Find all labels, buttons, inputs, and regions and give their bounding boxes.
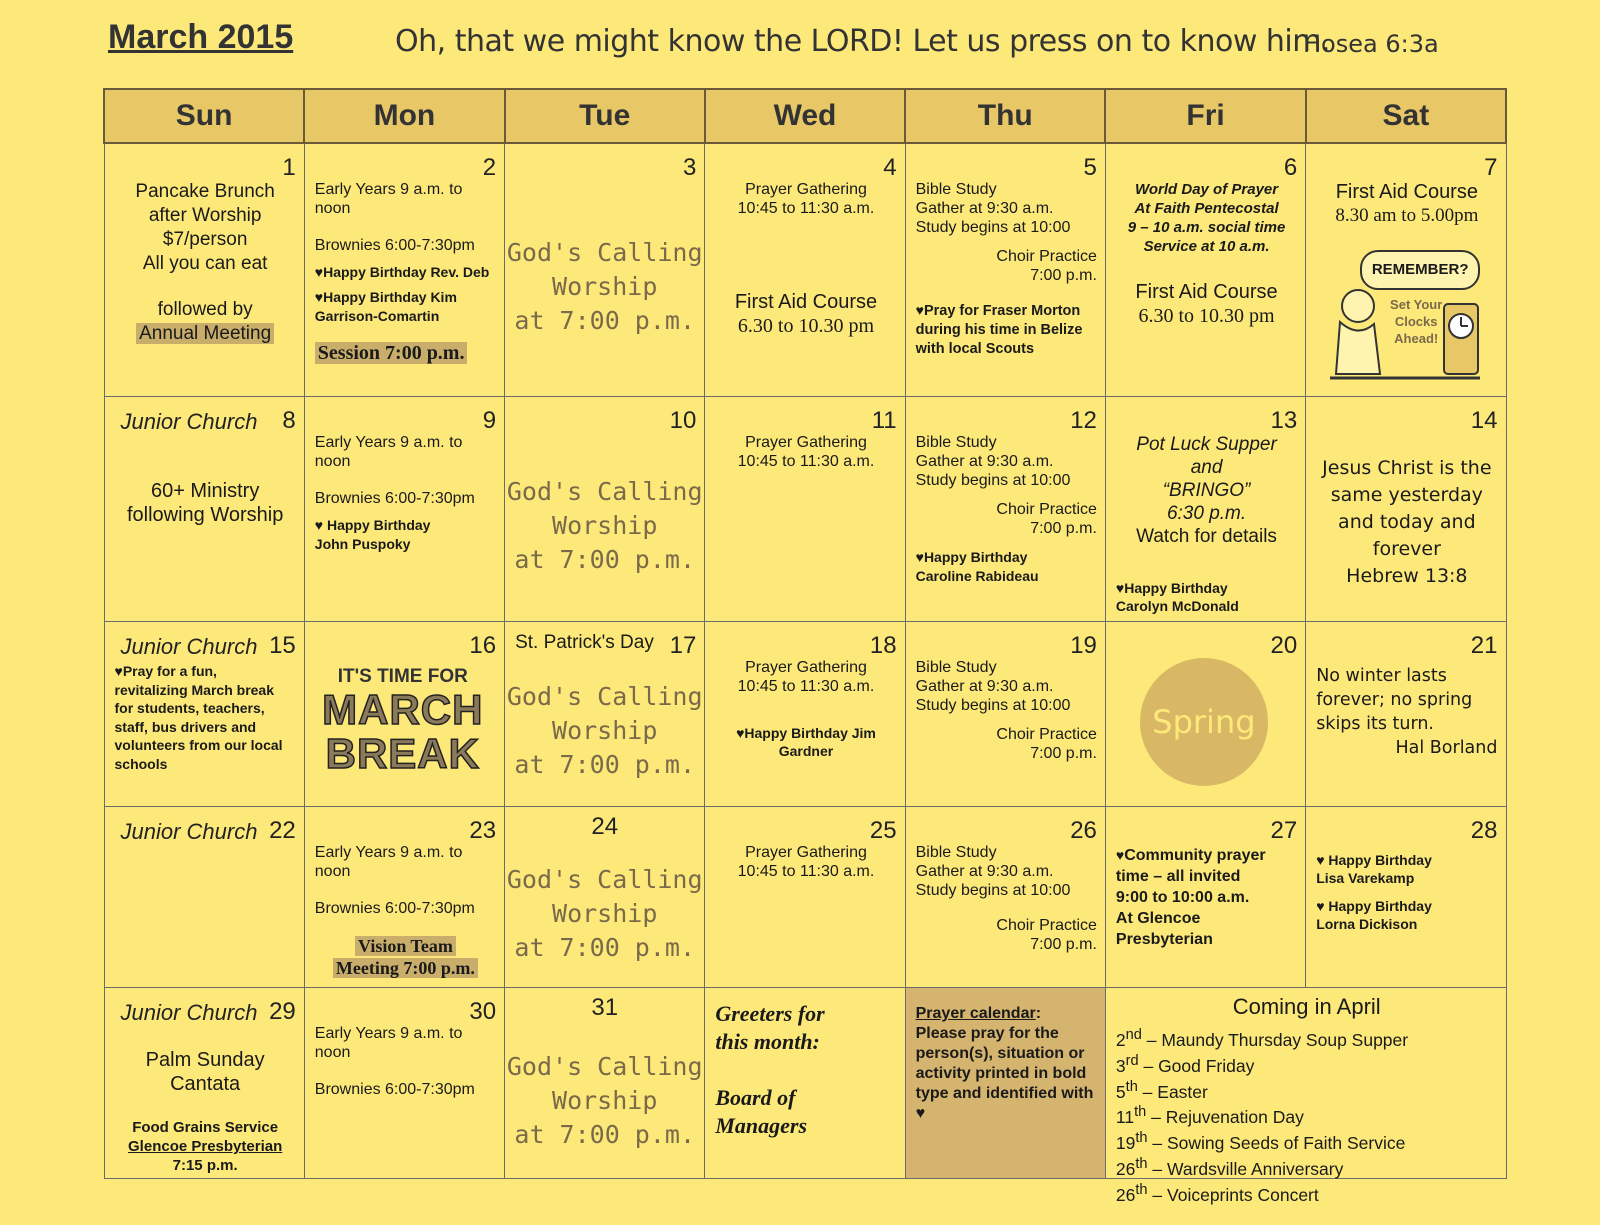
day-number: 20: [1270, 632, 1298, 659]
worship-text: at 7:00 p.m.: [514, 933, 696, 962]
worship-text: God's Calling: [506, 682, 703, 711]
heart-icon: ♥: [314, 517, 324, 533]
event-text: First Aid Course: [734, 291, 878, 313]
april-day: 2: [1115, 1029, 1126, 1050]
prayer-calendar-body: Please pray for the person(s), situation or activity printed in bold type and identified with ♥: [915, 1025, 1094, 1122]
event-text: 7:00 p.m.: [1030, 267, 1097, 284]
spring-text: Spring: [1152, 703, 1256, 741]
event-text: All you can eat: [142, 253, 268, 274]
scripture-text: same yesterday: [1330, 484, 1483, 506]
event-text: “BRINGO”: [1162, 480, 1251, 501]
event-text: 60+ Ministry: [150, 480, 260, 502]
event-text: 10:45 to 11:30 a.m.: [737, 453, 875, 470]
weekday-fri: Fri: [1105, 89, 1305, 143]
april-day-suffix: th: [1135, 1156, 1148, 1173]
scripture-text: Jesus Christ is the: [1322, 457, 1492, 479]
day-cell-27: [1105, 807, 1305, 988]
event-text: Study begins at 10:00: [915, 882, 1071, 899]
day-number: 3: [682, 154, 697, 181]
day-number: 2: [482, 154, 497, 181]
day-cell-26: [905, 807, 1105, 988]
day-cell-10: [505, 397, 705, 622]
event-text: Brownies 6:00-7:30pm: [314, 490, 475, 507]
day-number: 9: [482, 407, 497, 434]
event-text: World Day of Prayer: [1134, 181, 1279, 198]
worship-text: Worship: [552, 511, 658, 540]
day-number: 11: [871, 407, 897, 434]
event-text: Gather at 9:30 a.m.: [915, 200, 1054, 217]
event-text: and: [1190, 457, 1223, 478]
sign-text: Set Your: [1390, 297, 1443, 312]
sign-text: Clocks: [1394, 314, 1438, 329]
birthday-text: Lisa Varekamp: [1316, 870, 1415, 886]
quote-text: forever; no spring: [1316, 690, 1473, 710]
birthday-text: Happy Birthday Rev. Deb: [323, 264, 490, 280]
prayer-text: time – all invited: [1115, 868, 1241, 885]
april-day: 19: [1115, 1133, 1136, 1154]
day-number: 28: [1470, 817, 1498, 844]
event-text: Glencoe Presbyterian: [128, 1138, 283, 1155]
event-text: Early Years 9 a.m. to: [314, 181, 463, 198]
event-text: 7:00 p.m.: [1030, 520, 1097, 537]
event-text: 6.30 to 10.30 pm: [1138, 305, 1275, 327]
prayer-text: revitalizing March break: [114, 681, 275, 698]
day-cell-1: [104, 143, 304, 397]
event-text: after Worship: [148, 205, 262, 226]
event-text: Food Grains Service: [132, 1119, 279, 1136]
prayer-text: 9:00 to 10:00 a.m.: [1115, 889, 1250, 906]
worship-text: at 7:00 p.m.: [514, 306, 696, 335]
image-text: IT'S TIME FOR: [337, 666, 468, 687]
event-text: noon: [314, 200, 351, 217]
event-text: Study begins at 10:00: [915, 219, 1071, 236]
prayer-text: Pray for a fun,: [122, 663, 217, 679]
event-text: Prayer Gathering: [745, 659, 867, 676]
day-cell-20: [1105, 622, 1305, 807]
worship-text: at 7:00 p.m.: [514, 750, 696, 779]
day-cell-12: [905, 397, 1105, 622]
april-day: 26: [1115, 1158, 1136, 1179]
worship-text: God's Calling: [506, 865, 703, 894]
event-text: Brownies 6:00-7:30pm: [314, 237, 475, 254]
header-verse: Oh, that we might know the LORD! Let us press on to know him.: [395, 24, 1331, 59]
heart-icon: ♥: [1115, 847, 1125, 863]
day-cell-24: [505, 807, 705, 988]
day-cell-23: [304, 807, 504, 988]
event-text: Early Years 9 a.m. to: [314, 434, 463, 451]
april-day-suffix: th: [1135, 1181, 1148, 1198]
day-cell-11: [705, 397, 905, 622]
worship-text: God's Calling: [506, 1052, 703, 1081]
april-item: [1116, 1025, 1498, 1051]
event-text: Study begins at 10:00: [915, 697, 1071, 714]
day-cell-18: [705, 622, 905, 807]
prayer-calendar-box: [906, 988, 1105, 1178]
april-item: [1116, 1102, 1498, 1128]
day-number: 27: [1270, 817, 1298, 844]
worship-text: Worship: [552, 1086, 658, 1115]
day-cell-8: [104, 397, 304, 622]
day-number: 5: [1083, 154, 1097, 181]
april-event: – Rejuvenation Day: [1146, 1107, 1304, 1128]
day-cell-7: [1306, 143, 1506, 397]
march-break-image: [317, 666, 489, 788]
event-text: 6:30 p.m.: [1166, 503, 1247, 524]
coming-in-april: [1116, 996, 1498, 1206]
sign-text: Ahead!: [1394, 331, 1439, 346]
event-text: Choir Practice: [996, 501, 1097, 518]
event-text: Choir Practice: [996, 248, 1097, 265]
event-text: First Aid Course: [1135, 281, 1278, 303]
annual-meeting-label: Annual Meeting: [136, 323, 274, 344]
prayer-calendar-title: Prayer calendar: [915, 1005, 1036, 1022]
april-item: [1116, 1051, 1498, 1077]
event-text: Watch for details: [1136, 526, 1277, 547]
weekday-sun: Sun: [104, 89, 304, 143]
weekday-sat: Sat: [1306, 89, 1506, 143]
prayer-text: Presbyterian: [1115, 931, 1213, 948]
day-cell-5: [905, 143, 1105, 397]
event-text: Brownies 6:00-7:30pm: [314, 1081, 475, 1098]
event-text: 10:45 to 11:30 a.m.: [737, 200, 875, 217]
greeters-cell: [705, 988, 905, 1179]
day-cell-19: [905, 622, 1105, 807]
day-number: 17: [669, 632, 697, 659]
day-number: 13: [1270, 407, 1298, 434]
day-cell-9: [304, 397, 504, 622]
calendar-grid: [103, 88, 1507, 1205]
quote-text: skips its turn.: [1316, 714, 1434, 734]
day-number: 25: [869, 817, 897, 844]
day-number: 14: [1470, 407, 1498, 434]
event-text: Choir Practice: [996, 726, 1097, 743]
event-text: 9 – 10 a.m. social time: [1127, 219, 1286, 236]
scripture-text: forever: [1372, 538, 1441, 560]
april-day-suffix: th: [1135, 1130, 1148, 1147]
day-cell-4: [705, 143, 905, 397]
event-text: Bible Study: [915, 434, 997, 451]
day-number: 1: [282, 154, 296, 181]
quote-text: No winter lasts: [1316, 666, 1447, 686]
april-day: 3: [1115, 1055, 1126, 1076]
birthday-text: Happy Birthday: [923, 549, 1028, 565]
heart-icon: ♥: [1115, 580, 1125, 596]
event-text: 6.30 to 10.30 pm: [737, 315, 875, 337]
event-text: noon: [314, 453, 351, 470]
coming-in-april-cell: [1105, 988, 1506, 1205]
greeters-text: Greeters for: [715, 1001, 825, 1026]
birthday-text: Caroline Rabideau: [915, 568, 1039, 584]
event-text: $7/person: [162, 229, 248, 250]
event-text: Palm Sunday: [145, 1049, 265, 1071]
birthday-text: Happy Birthday Jim: [744, 725, 876, 741]
prayer-text: staff, bus drivers and: [114, 718, 257, 735]
weekday-tue: Tue: [505, 89, 705, 143]
event-text: Prayer Gathering: [745, 181, 867, 198]
event-text: 7:15 p.m.: [172, 1157, 238, 1174]
worship-text: God's Calling: [506, 477, 703, 506]
event-text: Bible Study: [915, 181, 997, 198]
day-cell-31: [505, 988, 705, 1179]
event-text: First Aid Course: [1335, 181, 1478, 203]
worship-text: at 7:00 p.m.: [514, 545, 696, 574]
greeters-text: Board of: [715, 1085, 796, 1110]
junior-church-label: Junior Church: [120, 634, 258, 659]
event-text: Pancake Brunch: [135, 181, 275, 202]
session-label: Session 7:00 p.m.: [315, 342, 468, 364]
image-text: BREAK: [325, 730, 480, 777]
heart-icon: ♥: [314, 289, 324, 305]
day-number: 4: [883, 154, 897, 181]
event-text: Bible Study: [915, 659, 997, 676]
birthday-text: Lorna Dickison: [1316, 916, 1418, 932]
event-text: Bible Study: [915, 844, 997, 861]
worship-text: Worship: [552, 899, 658, 928]
greeters-text: this month:: [715, 1029, 820, 1054]
april-event: – Sowing Seeds of Faith Service: [1147, 1133, 1406, 1154]
worship-text: Worship: [552, 716, 658, 745]
event-text: Brownies 6:00-7:30pm: [314, 900, 475, 917]
month-title: March 2015: [108, 18, 294, 56]
verse-reference: Hosea 6:3a: [1303, 30, 1439, 58]
event-text: following Worship: [126, 504, 284, 526]
day-cell-14: [1306, 397, 1506, 622]
remember-bubble: REMEMBER?: [1360, 250, 1480, 290]
junior-church-label: Junior Church: [120, 409, 258, 434]
prayer-text: for students, teachers,: [114, 700, 265, 716]
day-number: 7: [1484, 154, 1498, 181]
worship-text: Worship: [552, 272, 658, 301]
weekday-header-row: [104, 89, 1506, 143]
birthday-text: Gardner: [778, 743, 834, 759]
prayer-text: volunteers from our local: [114, 737, 283, 753]
birthday-text: Happy Birthday: [326, 517, 431, 533]
april-event: – Good Friday: [1138, 1055, 1255, 1076]
event-text: noon: [314, 1044, 351, 1061]
day-number: 31: [591, 994, 619, 1021]
event-text: Gather at 9:30 a.m.: [915, 678, 1054, 695]
weekday-wed: Wed: [705, 89, 905, 143]
heart-icon: ♥: [915, 302, 924, 318]
worship-text: at 7:00 p.m.: [514, 1120, 696, 1149]
spring-badge: [1140, 658, 1268, 786]
event-text: Early Years 9 a.m. to: [314, 844, 463, 861]
image-text: MARCH: [322, 686, 484, 733]
day-number: 29: [269, 998, 296, 1025]
day-cell-3: [505, 143, 705, 397]
april-event: – Easter: [1137, 1081, 1208, 1102]
weekday-thu: Thu: [905, 89, 1105, 143]
day-number: 23: [469, 817, 497, 844]
event-text: Prayer Gathering: [745, 434, 867, 451]
event-text: 8.30 am to 5.00pm: [1335, 205, 1479, 226]
scripture-text: Hebrew 13:8: [1346, 565, 1468, 587]
event-text: 7:00 p.m.: [1030, 936, 1097, 953]
event-text: Gather at 9:30 a.m.: [915, 863, 1054, 880]
prayer-text: Pray for Fraser Morton: [923, 303, 1081, 319]
event-text: noon: [314, 863, 351, 880]
april-item: [1116, 1154, 1498, 1180]
april-day-suffix: nd: [1125, 1027, 1142, 1043]
prayer-text: Community prayer: [1124, 847, 1266, 864]
event-text: At Faith Pentecostal: [1134, 200, 1279, 217]
birthday-text: Carolyn McDonald: [1115, 598, 1239, 614]
day-cell-15: [104, 622, 304, 807]
april-day: 11: [1115, 1107, 1135, 1128]
day-cell-29: [104, 988, 304, 1179]
junior-church-label: Junior Church: [120, 819, 258, 844]
april-event: – Maundy Thursday Soup Supper: [1141, 1029, 1409, 1050]
day-number: 26: [1070, 817, 1097, 844]
worship-text: God's Calling: [506, 238, 703, 267]
day-number: 10: [669, 407, 697, 434]
day-cell-25: [705, 807, 905, 988]
heart-icon: ♥: [736, 725, 745, 741]
april-day: 5: [1115, 1081, 1126, 1102]
event-text: 10:45 to 11:30 a.m.: [737, 678, 875, 695]
day-cell-13: [1105, 397, 1305, 622]
day-number: 21: [1470, 632, 1498, 659]
day-number: 6: [1283, 154, 1298, 181]
event-text: Prayer Gathering: [745, 844, 867, 861]
day-number: 18: [869, 632, 897, 659]
day-number: 30: [469, 998, 497, 1025]
prayer-text: during his time in Belize: [915, 322, 1083, 338]
event-text: Study begins at 10:00: [915, 472, 1071, 489]
greeters-text: Managers: [715, 1113, 808, 1138]
april-day-suffix: th: [1125, 1078, 1138, 1095]
event-text: Gather at 9:30 a.m.: [915, 453, 1054, 470]
april-day: 26: [1115, 1184, 1136, 1205]
day-number: 24: [591, 813, 619, 840]
day-cell-30: [304, 988, 504, 1179]
event-text: 7:00 p.m.: [1030, 745, 1097, 762]
heart-icon: ♥: [114, 663, 123, 679]
event-text: Choir Practice: [996, 917, 1097, 934]
april-event: – Voiceprints Concert: [1147, 1184, 1319, 1205]
day-cell-6: [1105, 143, 1305, 397]
heart-icon: ♥: [1316, 898, 1325, 914]
birthday-text: Garrison-Comartin: [314, 308, 440, 324]
holiday-label: St. Patrick's Day: [515, 632, 654, 653]
event-text: Service at 10 a.m.: [1143, 238, 1270, 255]
day-number: 15: [269, 632, 296, 659]
prayer-text: with local Scouts: [915, 341, 1035, 357]
event-text: Early Years 9 a.m. to: [314, 1025, 463, 1042]
april-item: [1116, 1077, 1498, 1103]
day-cell-2: [304, 143, 504, 397]
birthday-text: John Puspoky: [314, 536, 411, 552]
april-item: [1116, 1180, 1498, 1206]
weekday-mon: Mon: [304, 89, 504, 143]
birthday-text: Happy Birthday Kim: [323, 289, 457, 305]
day-number: 12: [1070, 407, 1097, 434]
prayer-text: At Glencoe: [1115, 910, 1201, 927]
prayer-calendar-cell: [905, 988, 1105, 1179]
vision-team-label: Meeting 7:00 p.m.: [333, 958, 478, 978]
event-text: Cantata: [170, 1073, 241, 1095]
heart-icon: ♥: [314, 264, 324, 280]
day-cell-28: [1306, 807, 1506, 988]
april-day-suffix: th: [1134, 1104, 1147, 1121]
clocks-ahead-illustration: [1326, 246, 1484, 386]
day-number: 19: [1070, 632, 1097, 659]
day-cell-17: [505, 622, 705, 807]
april-title: Coming in April: [1232, 994, 1381, 1019]
day-number: 22: [269, 817, 296, 844]
prayer-text: schools: [114, 755, 168, 772]
event-text: 10:45 to 11:30 a.m.: [737, 863, 875, 880]
event-text: Pot Luck Supper: [1136, 434, 1277, 455]
day-number: 8: [282, 407, 296, 434]
junior-church-label: Junior Church: [120, 1000, 258, 1025]
event-text: followed by: [157, 299, 253, 320]
birthday-text: Happy Birthday: [1328, 852, 1432, 868]
scripture-text: and today and: [1338, 511, 1476, 533]
quote-author: Hal Borland: [1395, 738, 1498, 758]
day-cell-21: [1306, 622, 1506, 807]
april-item: [1116, 1128, 1498, 1154]
vision-team-label: Vision Team: [355, 936, 456, 956]
heart-icon: ♥: [915, 549, 924, 565]
prayer-calendar-colon: :: [1035, 1005, 1042, 1022]
day-cell-22: [104, 807, 304, 988]
day-number: 16: [469, 632, 497, 659]
april-day-suffix: rd: [1125, 1052, 1139, 1069]
birthday-text: Happy Birthday: [1328, 898, 1432, 914]
heart-icon: ♥: [1316, 852, 1325, 868]
april-event: – Wardsville Anniversary: [1147, 1158, 1344, 1179]
day-cell-16: [304, 622, 504, 807]
birthday-text: Happy Birthday: [1124, 580, 1228, 596]
